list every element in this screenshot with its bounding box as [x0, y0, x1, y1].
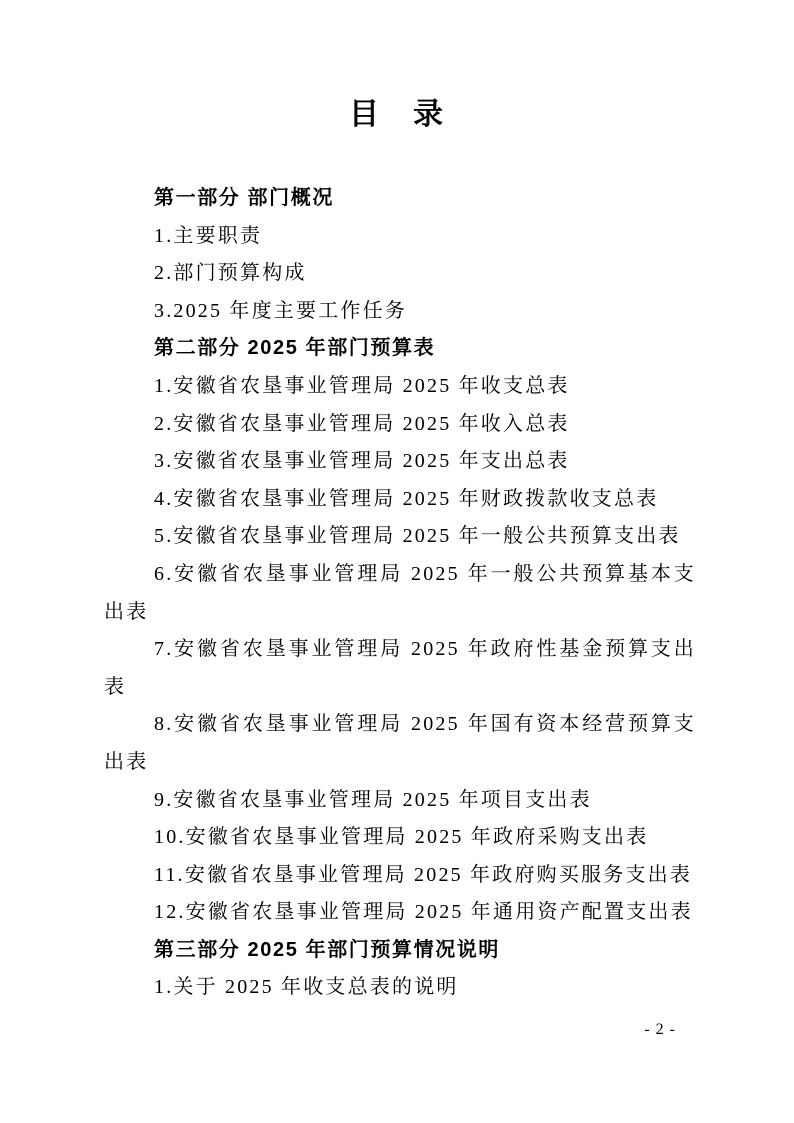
toc-item: 5.安徽省农垦事业管理局 2025 年一般公共预算支出表 [154, 525, 681, 548]
toc-section-heading-2: 第二部分 2025 年部门预算表 [154, 337, 436, 360]
toc-item: 3.2025 年度主要工作任务 [154, 299, 407, 322]
toc-item: 9.安徽省农垦事业管理局 2025 年项目支出表 [154, 788, 592, 811]
toc-item: 1.关于 2025 年收支总表的说明 [154, 976, 459, 999]
toc-item: 8.安徽省农垦事业管理局 2025 年国有资本经营预算支出表 [104, 713, 696, 773]
page-number: - 2 - [644, 1021, 676, 1038]
toc-section-heading-3: 第三部分 2025 年部门预算情况说明 [154, 938, 501, 961]
toc-section-heading-1: 第一部分 部门概况 [154, 187, 334, 209]
toc-item: 1.安徽省农垦事业管理局 2025 年收支总表 [154, 374, 570, 397]
toc-item: 11.安徽省农垦事业管理局 2025 年政府购买服务支出表 [154, 863, 693, 886]
toc-item: 4.安徽省农垦事业管理局 2025 年财政拨款收支总表 [154, 487, 659, 510]
toc-item: 1.主要职责 [154, 224, 263, 247]
table-of-contents [104, 180, 696, 1007]
toc-item: 2.部门预算构成 [154, 262, 307, 285]
toc-item: 6.安徽省农垦事业管理局 2025 年一般公共预算基本支出表 [104, 562, 696, 623]
toc-item: 10.安徽省农垦事业管理局 2025 年政府采购支出表 [154, 826, 649, 849]
toc-item: 3.安徽省农垦事业管理局 2025 年支出总表 [154, 450, 570, 473]
page-title: 目 录 [349, 98, 445, 131]
toc-item: 12.安徽省农垦事业管理局 2025 年通用资产配置支出表 [154, 901, 693, 924]
toc-item: 2.安徽省农垦事业管理局 2025 年收入总表 [154, 412, 570, 435]
toc-item: 7.安徽省农垦事业管理局 2025 年政府性基金预算支出表 [104, 638, 696, 698]
